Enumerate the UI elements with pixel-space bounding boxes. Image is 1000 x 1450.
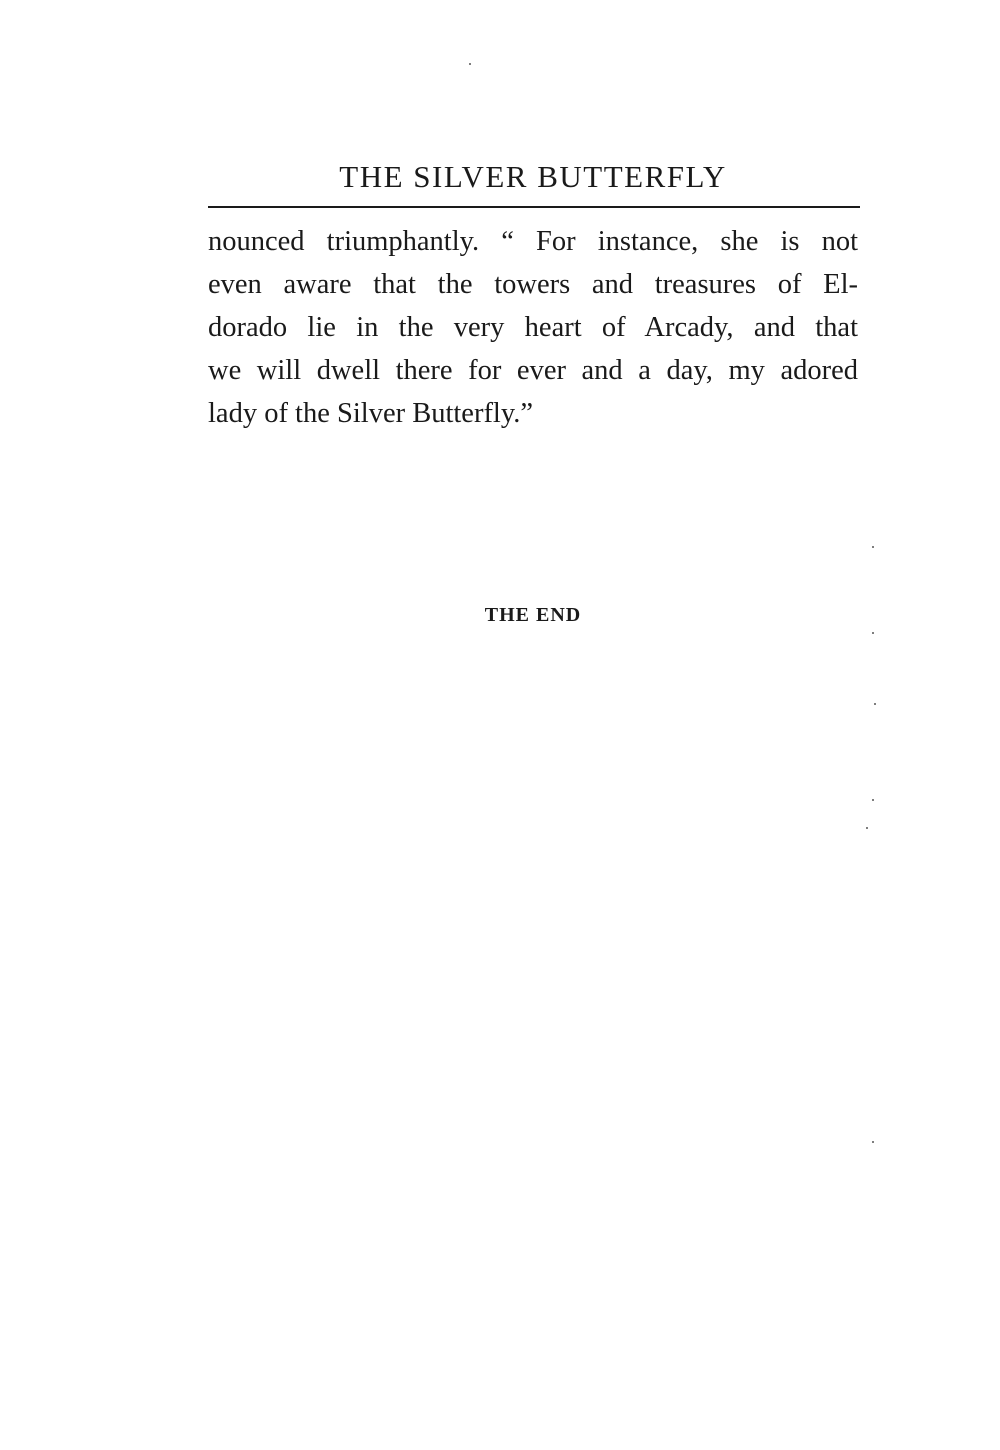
scan-speck: [469, 63, 471, 65]
scan-speck: [872, 799, 874, 801]
scan-speck: [874, 703, 876, 705]
header-rule: [208, 206, 860, 208]
running-head: THE SILVER BUTTERFLY: [339, 159, 727, 194]
text-line: nounced triumphantly. “ For instance, she is not: [208, 226, 858, 257]
the-end-label: THE END: [484, 604, 582, 626]
text-line: even aware that the towers and treasures of El-: [208, 269, 858, 300]
text-line: we will dwell there for ever and a day, my adored: [208, 355, 858, 386]
text-line: dorado lie in the very heart of Arcady, and that: [208, 312, 858, 343]
text-line: lady of the Silver Butterfly.”: [208, 398, 534, 429]
scan-speck: [872, 632, 874, 634]
scan-speck: [872, 546, 874, 548]
scan-speck: [872, 1141, 874, 1143]
body-paragraph: [208, 220, 858, 435]
scan-speck: [866, 827, 868, 829]
